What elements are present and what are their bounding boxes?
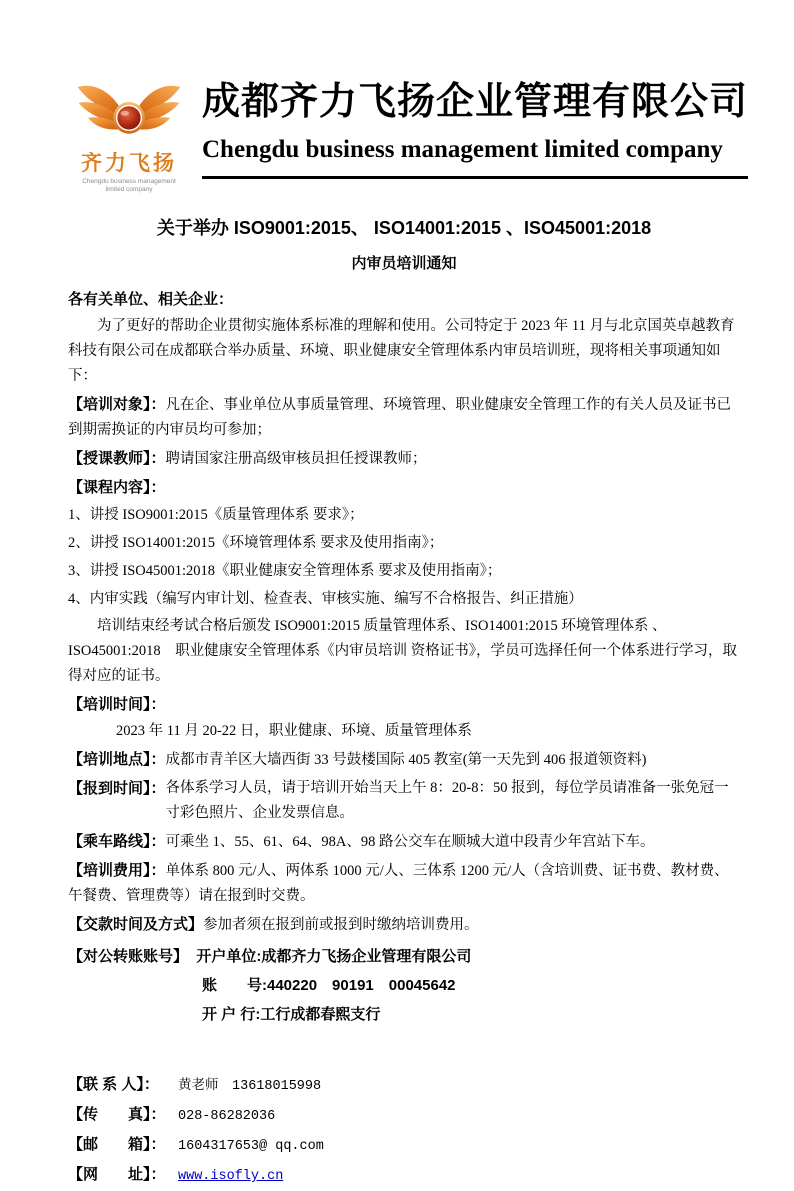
section-fee-label: 【培训费用】： — [68, 862, 166, 879]
section-time-label: 【培训时间】： — [68, 696, 166, 713]
section-location-label: 【培训地点】： — [68, 751, 166, 768]
section-fee — [68, 858, 740, 909]
phoenix-wings-icon — [73, 80, 185, 152]
company-logo — [68, 80, 190, 194]
contact-fax-label: 【传 真】： — [68, 1106, 166, 1123]
section-location-text: 成都市青羊区大墙西街 33 号鼓楼国际 405 教室(第一天先到 406 报道领资料) — [165, 752, 647, 768]
contact-fax-value: 028-86282036 — [178, 1109, 276, 1124]
course-item: 3、讲授 ISO45001:2018《职业健康安全管理体系 要求及使用指南》； — [68, 563, 502, 579]
section-course-label: 【课程内容】： — [68, 479, 166, 496]
section-checkin-label: 【报到时间】： — [68, 780, 166, 797]
notice-subtitle: 内审员培训通知 — [351, 255, 457, 272]
section-target — [68, 392, 740, 443]
section-payment-label: 【交款时间及方式】 — [68, 916, 204, 933]
section-route-text: 可乘坐 1、55、61、64、98A、98 路公交车在顺城大道中段青少年宫站下车。 — [165, 834, 655, 850]
letterhead — [68, 78, 749, 194]
section-payment — [68, 912, 740, 938]
account-label: 【对公转账账号】 — [68, 948, 189, 965]
contact-person-label: 【联 系 人】： — [68, 1076, 159, 1093]
time-value: 2023 年 11 月 20-22 日，职业健康、环境、质量管理体系 — [116, 723, 472, 739]
section-route-label: 【乘车路线】： — [68, 833, 166, 850]
account-number-label: 账 号: — [202, 977, 267, 994]
contact-row-email — [68, 1131, 740, 1161]
notice-body — [68, 287, 740, 1191]
account-block — [68, 942, 740, 1029]
logo-brand-text: 齐力飞扬 — [81, 152, 177, 175]
course-list — [68, 503, 740, 612]
account-bank-row — [202, 1000, 740, 1029]
notice-title: 关于举办 ISO9001:2015、 ISO14001:2015 、ISO45001:2018 — [156, 218, 652, 238]
course-item: 2、讲授 ISO14001:2015《环境管理体系 要求及使用指南》； — [68, 535, 444, 551]
letterhead-names — [202, 78, 748, 179]
salutation: 各有关单位、相关企业： — [68, 291, 234, 308]
section-route — [68, 829, 740, 855]
section-target-text: 凡在企、事业单位从事质量管理、环境管理、职业健康安全管理工作的有关人员及证书已到期需换证的内审员均可参加； — [68, 397, 732, 438]
section-fee-text: 单体系 800 元/人、两体系 1000 元/人、三体系 1200 元/人（含培训费、证书费、教材费、午餐费、管理费等）请在报到时交费。 — [68, 863, 729, 904]
section-checkin — [68, 776, 740, 826]
course-item: 4、内审实践（编写内审计划、检查表、审核实施、编写不合格报告、纠正措施） — [68, 591, 583, 607]
contact-email-label: 【邮 箱】： — [68, 1136, 166, 1153]
section-location — [68, 747, 740, 773]
account-bank-value: 工行成都春熙支行 — [260, 1006, 381, 1023]
contact-list — [68, 1071, 740, 1191]
contact-row-person — [68, 1071, 740, 1101]
contact-email-value: 1604317653@ qq.com — [178, 1139, 324, 1154]
contact-website-label: 【网 址】： — [68, 1166, 166, 1183]
section-target-label: 【培训对象】： — [68, 396, 166, 413]
certificate-paragraph: 培训结束经考试合格后颁发 ISO9001:2015 质量管理体系、ISO14001:2015 环境管理体系 、ISO45001:2018 职业健康安全管理体系《内审员培训 资格证书》，学员可选择任何一个体系进行学习，取得对应的证书。 — [68, 618, 738, 684]
website-link[interactable]: www.isofly.cn — [178, 1169, 284, 1184]
account-bank-label: 开 户 行: — [202, 1006, 261, 1023]
section-checkin-text: 各体系学习人员，请于培训开始当天上午 8：20-8：50 报到，每位学员请准备一张免冠一寸彩色照片、企业发票信息。 — [165, 780, 729, 821]
section-teacher-label: 【授课教师】： — [68, 450, 166, 467]
section-teacher — [68, 446, 740, 472]
contact-row-fax — [68, 1101, 740, 1131]
intro-paragraph: 为了更好的帮助企业贯彻实施体系标准的理解和使用。公司特定于 2023 年 11 月与北京国英卓越教育科技有限公司在成都联合举办质量、环境、职业健康安全管理体系内审员培训班，现将相关事项通知如下： — [68, 318, 735, 384]
account-holder-row — [68, 942, 740, 971]
company-name-en: Chengdu business management limited company — [202, 136, 723, 163]
section-teacher-text: 聘请国家注册高级审核员担任授课教师； — [165, 451, 427, 467]
contact-person-value: 黄老师 13618015998 — [178, 1079, 322, 1094]
section-payment-text: 参加者须在报到前或报到时缴纳培训费用。 — [203, 917, 479, 933]
logo-brand-subtext: Chengdu business management limited company — [82, 178, 176, 193]
course-item: 1、讲授 ISO9001:2015《质量管理体系 要求》； — [68, 507, 364, 523]
account-number-row — [202, 971, 740, 1000]
account-number-value: 440220 90191 00045642 — [267, 977, 456, 994]
contact-row-website — [68, 1161, 740, 1191]
account-holder-value: 成都齐力飞扬企业管理有限公司 — [261, 948, 472, 965]
company-name-cn: 成都齐力飞扬企业管理有限公司 — [202, 81, 749, 123]
account-holder-label: 开户单位: — [196, 948, 262, 965]
